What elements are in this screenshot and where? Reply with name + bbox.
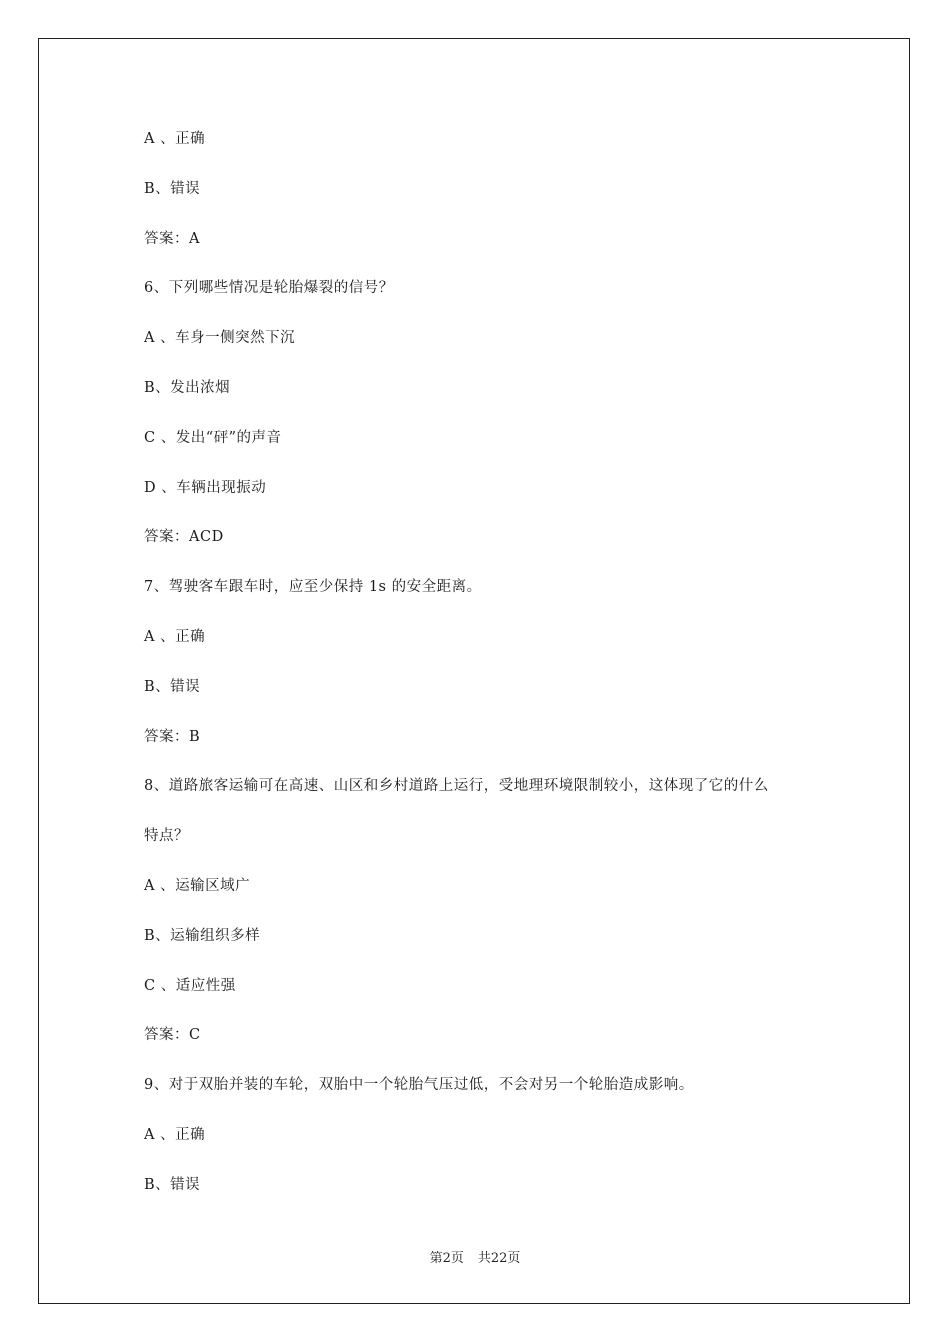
answer-7: 答案：B — [144, 728, 201, 745]
question-6-option-d: D 、车辆出现振动 — [144, 479, 267, 496]
question-8-option-a: A 、运输区域广 — [144, 877, 251, 894]
option-b-wrong: B、错误 — [144, 180, 201, 197]
question-7-option-a: A 、正确 — [144, 628, 206, 645]
question-7-option-b: B、错误 — [144, 678, 201, 695]
question-9-option-a: A 、正确 — [144, 1126, 206, 1143]
question-9: 9、对于双胎并装的车轮，双胎中一个轮胎气压过低，不会对另一个轮胎造成影响。 — [144, 1077, 694, 1094]
page-total: 共22页 — [477, 1251, 521, 1266]
question-6: 6、下列哪些情况是轮胎爆裂的信号？ — [144, 280, 394, 297]
question-8-option-b: B、运输组织多样 — [144, 927, 261, 944]
question-6-option-c: C 、发出“砰”的声音 — [144, 429, 282, 446]
document-body — [144, 126, 824, 1222]
question-8-option-c: C 、适应性强 — [144, 977, 236, 994]
question-6-option-b: B、发出浓烟 — [144, 379, 231, 396]
question-7: 7、驾驶客车跟车时，应至少保持 1s 的安全距离。 — [144, 579, 482, 596]
option-a-correct: A 、正确 — [144, 131, 206, 147]
answer-6: 答案：ACD — [144, 529, 224, 546]
question-9-option-b: B、错误 — [144, 1176, 201, 1193]
answer-8: 答案：C — [144, 1027, 201, 1044]
question-6-option-a: A 、车身一侧突然下沉 — [144, 330, 296, 347]
question-8-continued: 特点？ — [144, 828, 189, 845]
question-8: 8、道路旅客运输可在高速、山区和乡村道路上运行，受地理环境限制较小，这体现了它的什么 — [144, 778, 769, 795]
answer-5: 答案：A — [144, 230, 200, 247]
page-number: 第2页 — [429, 1251, 464, 1266]
page-footer — [0, 1247, 950, 1266]
